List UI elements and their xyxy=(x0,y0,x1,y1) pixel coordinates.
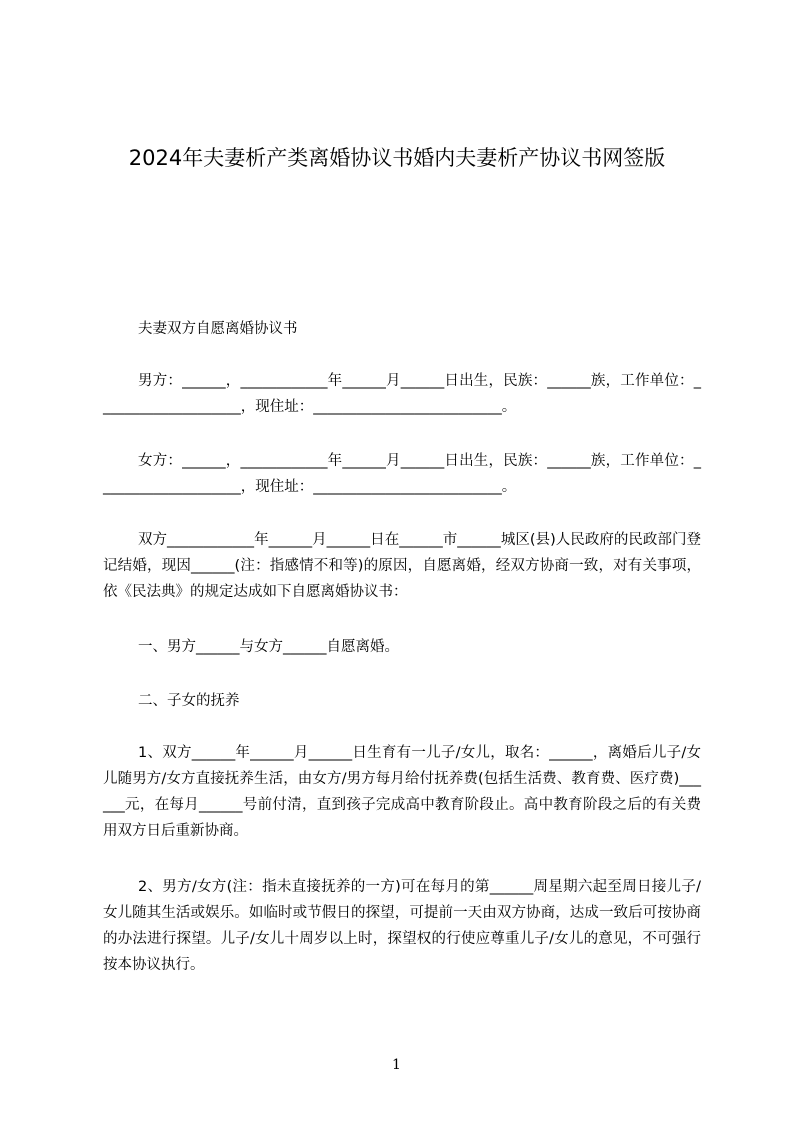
clause-1-divorce: 一、男方______与女方______自愿离婚。 xyxy=(138,639,399,655)
paragraph-female-party: 女方：______，____________年______月______日出生，民族：______族，工作单位：____________________，现住址：__________________________。 xyxy=(103,453,701,495)
clause-2-heading: 二、子女的抚养 xyxy=(138,693,240,709)
agreement-heading: 夫妻双方自愿离婚协议书 xyxy=(138,321,298,337)
paragraph-marriage-registration: 双方____________年______月______日在______市______城区(县)人民政府的民政部门登记结婚，现因______(注：指感情不和等)的原因，自愿离婚，经双方协商一致，对有关事项，依《民法典》的规定达成如下自愿离婚协议书： xyxy=(103,532,701,600)
page-number: 1 xyxy=(392,1057,401,1073)
clause-2-1-custody: 1、双方______年______月______日生育有一儿子/女儿，取名：______，离婚后儿子/女儿随男方/女方直接抚养生活，由女方/男方每月给付抚养费(包括生活费、教育费、医疗费)______元，在每月______号前付清，直到孩子完成高中教育阶段止。高中教育阶段之后的有关费用双方日后重新协商。 xyxy=(103,745,701,839)
paragraph-male-party: 男方：______，____________年______月______日出生，民族：______族，工作单位：____________________，现住址：__________________________。 xyxy=(103,373,701,415)
clause-2-2-visitation: 2、男方/女方(注：指未直接抚养的一方)可在每月的第______周星期六起至周日接儿子/女儿随其生活或娱乐。如临时或节假日的探望，可提前一天由双方协商，达成一致后可按协商的办法进行探望。儿子/女儿十周岁以上时，探望权的行使应尊重儿子/女儿的意见，不可强行按本协议执行。 xyxy=(103,879,701,973)
document-title: 2024年夫妻析产类离婚协议书婚内夫妻析产协议书网签版 xyxy=(128,146,666,170)
